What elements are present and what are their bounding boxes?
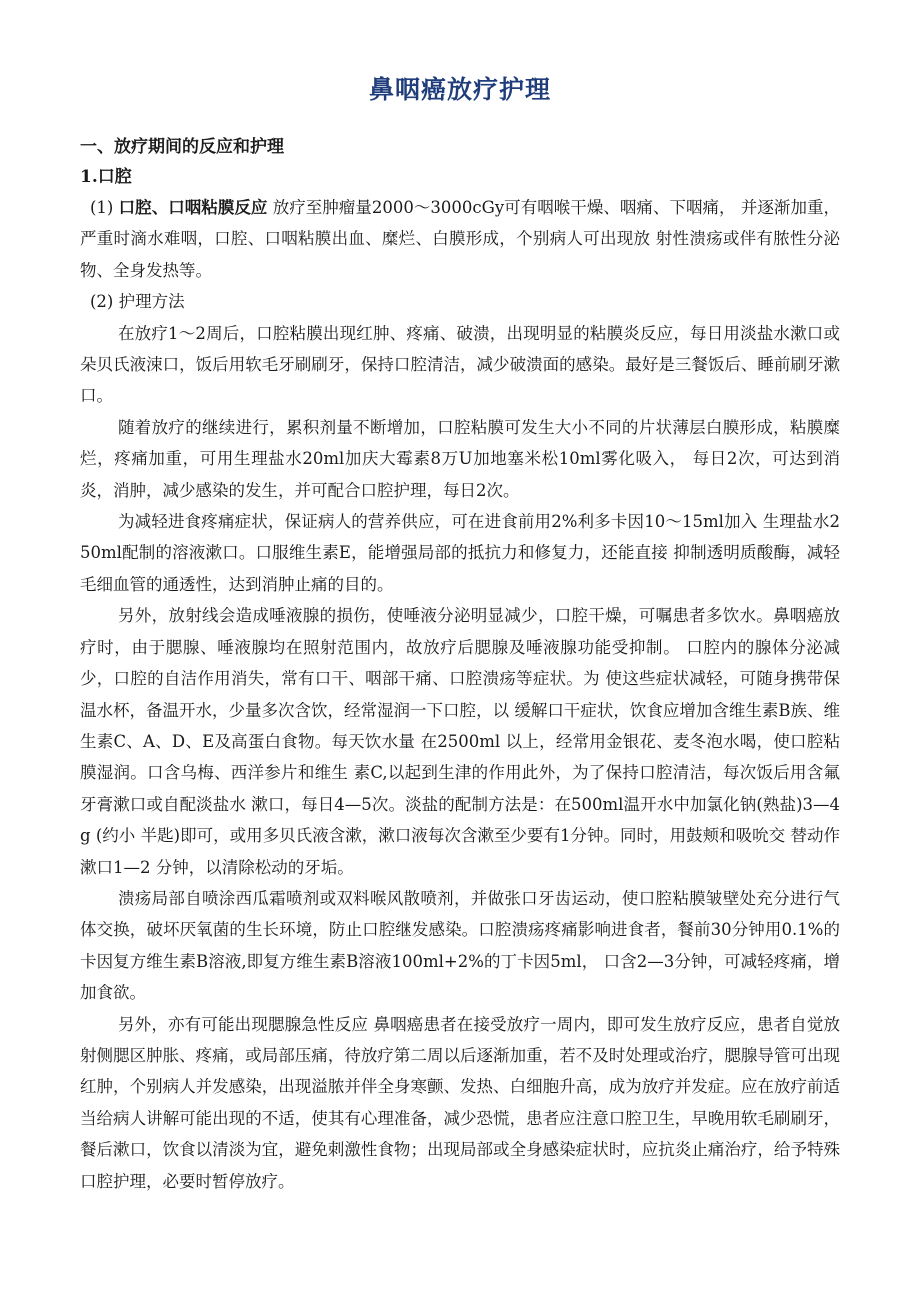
body-paragraph: 随着放疗的继续进行，累积剂量不断增加，口腔粘膜可发生大小不同的片状薄层白膜形成，粘膜糜烂，疼痛加重，可用生理盐水20ml加庆大霉素8万U加地塞米松10ml雾化吸入， 每日2次，可达到消炎，消肿，减少感染的发生，并可配合口腔护理，每日2次。 bbox=[80, 417, 840, 500]
item-1-text: 放疗至肿瘤量2000～3000cGy可有咽喉干燥、咽痛、下咽痛， 并逐渐加重，严重时滴水难咽，口腔、口咽粘膜出血、糜烂、白膜形成，个别病人可出现放 射性溃疡或伴有脓性分泌物、全身发热等。 bbox=[80, 198, 841, 280]
item-1-paragraph bbox=[80, 192, 840, 286]
document-page bbox=[80, 70, 840, 1197]
item-1-term: 口腔、口咽粘膜反应 bbox=[118, 198, 268, 217]
subsection-heading: 1.口腔 bbox=[80, 167, 132, 187]
body-paragraph: 另外，亦有可能出现腮腺急性反应 鼻咽癌患者在接受放疗一周内，即可发生放疗反应，患者自觉放射侧腮区肿胀、疼痛，或局部压痛，待放疗第二周以后逐渐加重，若不及时处理或治疗，腮腺导管可出现红肿，个别病人并发感染，出现溢脓并伴全身寒颤、发热、白细胞升高，成为放疗并发症。应在放疗前适当给病人讲解可能出现的不适，使其有心理准备，减少恐慌，患者应注意口腔卫生，早晚用软毛刷刷牙，餐后漱口，饮食以清淡为宜，避免刺激性食物；出现局部或全身感染症状时，应抗炎止痛治疗，给予特殊口腔护理，必要时暂停放疗。 bbox=[80, 1014, 840, 1191]
item-2-label: (2) 护理方法 bbox=[90, 292, 185, 312]
body-paragraph: 为减轻进食疼痛症状，保证病人的营养供应，可在进食前用2%利多卡因10～15ml加入 生理盐水250ml配制的溶液漱口。口服维生素E，能增强局部的抵抗力和修复力，还能直接 抑制透明质酸酶，减轻毛细血管的通透性，达到消肿止痛的目的。 bbox=[80, 512, 840, 594]
section-heading: 一、放疗期间的反应和护理 bbox=[80, 137, 284, 157]
body-paragraph: 在放疗1～2周后，口腔粘膜出现红肿、疼痛、破溃，出现明显的粘膜炎反应，每日用淡盐水漱口或朵贝氏液涑口，饭后用软毛牙刷刷牙，保持口腔清洁，减少破溃面的感染。最好是三餐饭后、睡前刷牙漱口。 bbox=[80, 323, 840, 406]
body-paragraph: 另外，放射线会造成唾液腺的损伤，使唾液分泌明显减少，口腔干燥，可嘱患者多饮水。鼻咽癌放疗时，由于腮腺、唾液腺均在照射范围内，故放疗后腮腺及唾液腺功能受抑制。 口腔内的腺体分泌减少，口腔的自洁作用消失，常有口干、咽部干痛、口腔溃疡等症状。为 使这些症状减轻，可随身携带保温水杯，备温开水，少量多次含饮，经常湿润一下口腔，以 缓解口干症状，饮食应增加含维生素B族、维生素C、A、D、E及高蛋白食物。每天饮水量 在2500ml 以上，经常用金银花、麦冬泡水喝，使口腔粘膜湿润。口含乌梅、西洋参片和维生 素C,以起到生津的作用此外，为了保持口腔清洁，每次饭后用含氟牙膏漱口或自配淡盐水 漱口，每日4—5次。淡盐的配制方法是：在500ml温开水中加氯化钠(熟盐)3—4g (约小 半匙)即可，或用多贝氏液含漱，漱口液每次含漱至少要有1分钟。同时，用鼓颊和吸吮交 替动作漱口1—2 分钟，以清除松动的牙垢。 bbox=[80, 606, 840, 877]
document-title: 鼻咽癌放疗护理 bbox=[368, 75, 551, 104]
body-paragraph: 溃疡局部自喷涂西瓜霜喷剂或双料喉风散喷剂，并做张口牙齿运动，使口腔粘膜皱壁处充分进行气体交换，破坏厌氧菌的生长环境，防止口腔继发感染。口腔溃疡疼痛影响进食者，餐前30分钟用0.1%的卡因复方维生素B溶液,即复方维生素B溶液100ml+2%的丁卡因5ml， 口含2—3分钟，可减轻疼痛，增加食欲。 bbox=[80, 888, 840, 1003]
item-1-label: (1) bbox=[90, 198, 119, 217]
